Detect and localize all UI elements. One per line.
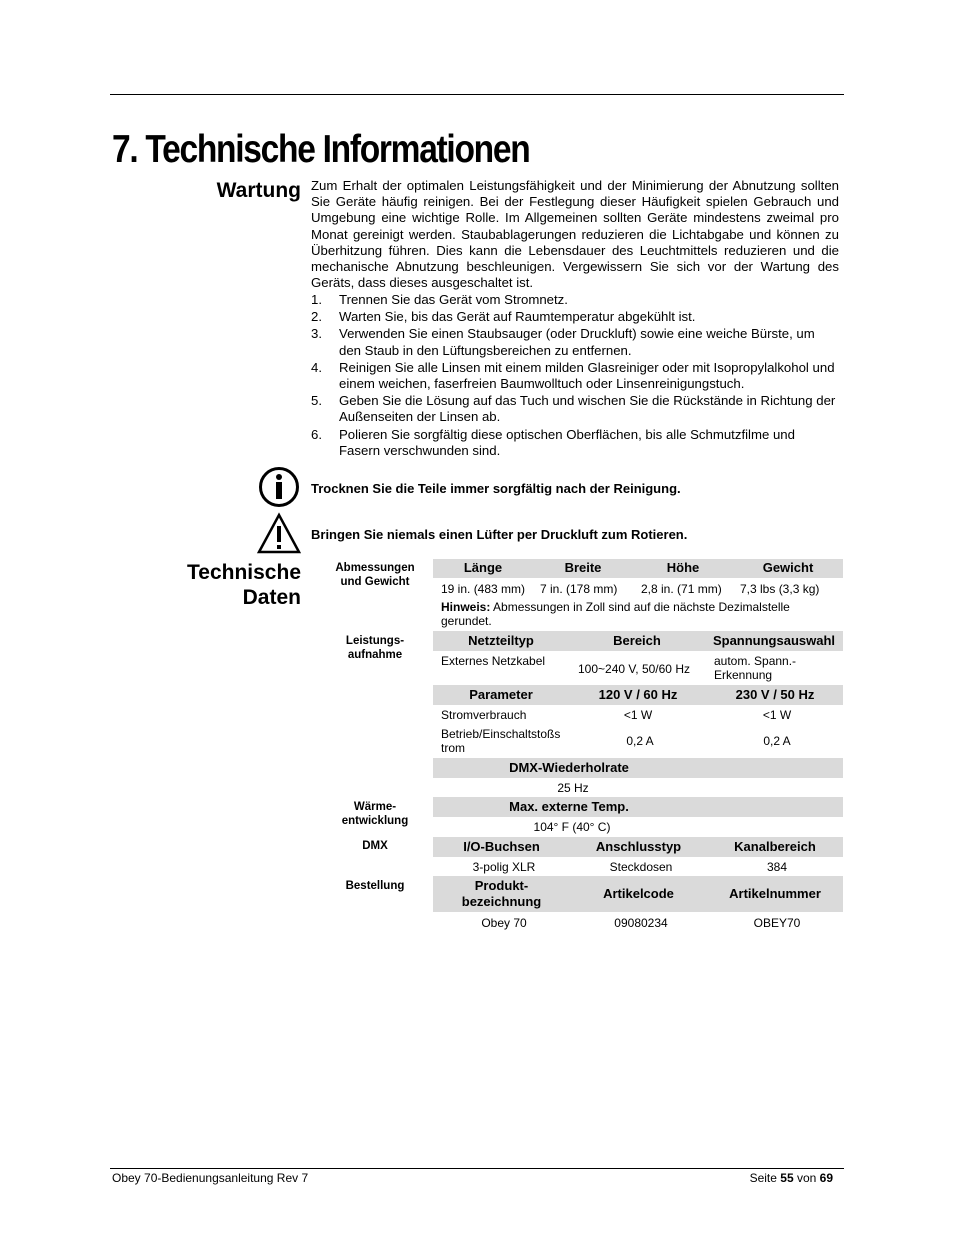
warning-note: Bringen Sie niemals einen Lüfter per Druckluft zum Rotieren. bbox=[311, 527, 688, 542]
list-item bbox=[311, 326, 839, 358]
warning-icon bbox=[256, 512, 302, 554]
table-cell: 0,2 A bbox=[763, 734, 791, 748]
step-text: Reinigen Sie alle Linsen mit einem milden Glasreiniger oder mit Isopropylalkohol und einem weichen, faserfreien Baumwolltuch oder Linsenreinigungstuch. bbox=[339, 359, 835, 392]
step-number: 2. bbox=[311, 309, 322, 325]
step-text: Geben Sie die Lösung auf das Tuch und wischen Sie die Rückstände in Richtung der Außenseiten der Linsen ab. bbox=[339, 393, 836, 425]
table-cell: 09080234 bbox=[614, 916, 668, 930]
header-cell: Produkt-bezeichnung bbox=[461, 878, 542, 909]
header-cell: Gewicht bbox=[762, 560, 814, 575]
table-cell: 100~240 V, 50/60 Hz bbox=[578, 662, 690, 676]
list-item bbox=[311, 427, 839, 459]
table-cell: 3-polig XLR bbox=[472, 860, 536, 874]
header-cell: Kanalbereich bbox=[734, 839, 816, 854]
footer-document-title: Obey 70-Bedienungsanleitung Rev 7 bbox=[112, 1171, 309, 1185]
list-item bbox=[311, 360, 839, 392]
row-label-heat: Wärme-entwicklung bbox=[341, 801, 409, 827]
header-cell: DMX-Wiederholrate bbox=[509, 760, 629, 775]
step-number: 4. bbox=[311, 359, 322, 375]
header-cell: Länge bbox=[463, 560, 503, 575]
footer-page-number bbox=[750, 1171, 833, 1185]
row-label-power: Leistungs-aufnahme bbox=[345, 635, 405, 661]
header-cell: Artikelcode bbox=[603, 886, 674, 901]
table-cell: OBEY70 bbox=[753, 916, 801, 930]
list-item bbox=[311, 393, 839, 425]
table-cell: Obey 70 bbox=[481, 916, 527, 930]
chapter-title: 7. Technische Informationen bbox=[112, 128, 530, 171]
wartung-paragraph: Zum Erhalt der optimalen Leistungsfähigkeit und der Minimierung der Abnutzung sollten Sie Geräte häufig reinigen. Bei der Festlegung dieser Häufigkeit spielen Gebrauch und Umgebung eine wichtige Rolle. Im Allgemeinen sollten Geräte mindestens zweimal pro Monat gereinigt werden. Staubablagerungen reduzieren die Lichtabgabe und können zu Überhitzung führen. Dies kann die Lebensdauer des Leuchtmittels reduzieren und die mechanische Abnutzung beschleunigen. Vergewissern Sie sich vor der Wartung des Geräts, dass dieses ausgeschaltet ist. bbox=[311, 178, 839, 291]
current-page: 55 bbox=[780, 1171, 794, 1185]
header-cell: Anschlusstyp bbox=[595, 839, 682, 854]
header-cell: Spannungsauswahl bbox=[712, 633, 836, 648]
section-label-line: Technische bbox=[187, 561, 301, 584]
table-cell: 0,2 A bbox=[626, 734, 654, 748]
section-label-line: Daten bbox=[242, 586, 301, 609]
header-cell: 120 V / 60 Hz bbox=[598, 687, 678, 702]
table-cell: 7 in. (178 mm) bbox=[540, 582, 618, 596]
cleaning-steps-list bbox=[311, 292, 839, 460]
table-cell: <1 W bbox=[762, 708, 792, 722]
list-item bbox=[311, 309, 839, 325]
step-text: Trennen Sie das Gerät vom Stromnetz. bbox=[339, 292, 568, 307]
step-number: 3. bbox=[311, 326, 322, 342]
table-cell: 104° F (40° C) bbox=[533, 820, 611, 834]
page-separator: von bbox=[793, 1171, 820, 1185]
table-cell: 384 bbox=[766, 860, 788, 874]
header-cell: Artikelnummer bbox=[729, 886, 821, 901]
page-prefix: Seite bbox=[749, 1171, 781, 1185]
info-note: Trocknen Sie die Teile immer sorgfältig nach der Reinigung. bbox=[311, 481, 681, 496]
header-cell: Breite bbox=[564, 560, 602, 575]
header-cell: Parameter bbox=[469, 687, 533, 702]
header-cell: Bereich bbox=[613, 633, 661, 648]
step-number: 1. bbox=[311, 292, 322, 307]
table-cell: <1 W bbox=[623, 708, 653, 722]
table-cell: 25 Hz bbox=[557, 781, 589, 795]
step-text: Polieren Sie sorgfältig diese optischen Oberflächen, bis alle Schmutzfilme und Fasern verschwunden sind. bbox=[339, 426, 795, 458]
section-label-wartung: Wartung bbox=[216, 179, 301, 202]
step-text: Verwenden Sie einen Staubsauger (oder Druckluft) sowie eine weiche Bürste, um den Staub in den Lüftungsbereichen zu entfernen. bbox=[339, 326, 815, 358]
section-label-technische-daten bbox=[150, 560, 301, 610]
table-cell: Steckdosen bbox=[609, 860, 673, 874]
header-cell: Höhe bbox=[666, 560, 700, 575]
info-icon bbox=[256, 466, 302, 508]
table-cell: Externes Netzkabel bbox=[441, 654, 546, 668]
note-label: Hinweis: bbox=[441, 600, 491, 614]
step-number: 6. bbox=[311, 426, 322, 442]
row-label-dmx: DMX bbox=[362, 840, 388, 852]
note-text: Abmessungen in Zoll sind auf die nächste Dezimalstelle gerundet. bbox=[441, 600, 790, 628]
dimensions-note bbox=[441, 600, 821, 628]
step-text: Warten Sie, bis das Gerät auf Raumtemperatur abgekühlt ist. bbox=[339, 309, 696, 325]
table-cell: 7,3 lbs (3,3 kg) bbox=[740, 582, 820, 596]
header-cell: I/O-Buchsen bbox=[463, 839, 540, 854]
bottom-rule bbox=[110, 1168, 844, 1169]
header-cell: Max. externe Temp. bbox=[509, 799, 629, 814]
table-cell: Stromverbrauch bbox=[441, 708, 527, 722]
row-label-ordering: Bestellung bbox=[345, 880, 405, 892]
table-cell: 19 in. (483 mm) bbox=[441, 582, 526, 596]
table-cell: Betrieb/Einschaltstoßs trom bbox=[441, 727, 561, 755]
total-pages: 69 bbox=[819, 1171, 833, 1185]
table-cell: 2,8 in. (71 mm) bbox=[641, 582, 722, 596]
list-item bbox=[311, 292, 839, 308]
row-label-dimensions: Abmessungen und Gewicht bbox=[335, 562, 415, 588]
header-cell: 230 V / 50 Hz bbox=[735, 687, 815, 702]
table-cell: autom. Spann.-Erkennung bbox=[714, 654, 797, 682]
header-cell: Netzteiltyp bbox=[468, 633, 534, 648]
top-rule bbox=[110, 94, 844, 95]
step-number: 5. bbox=[311, 393, 322, 409]
